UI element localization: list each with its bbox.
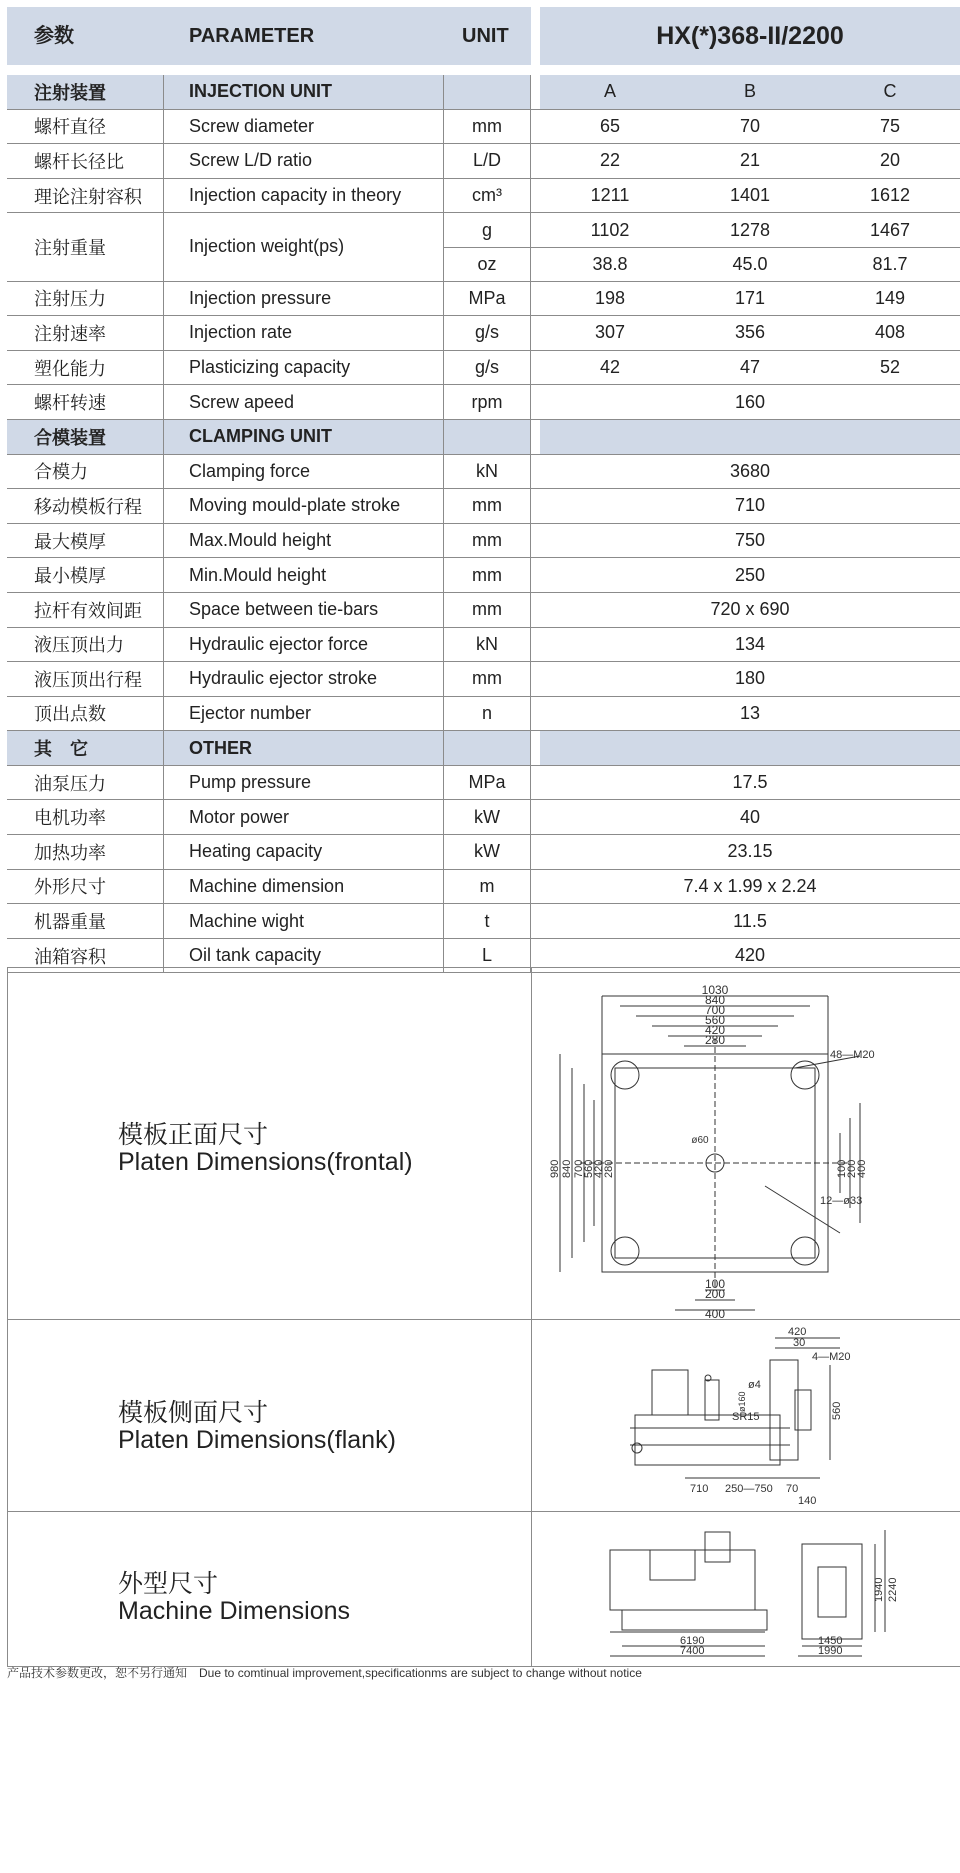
row-unit: rpm [444,385,531,419]
table-row [7,800,960,835]
value-a: 65 [599,115,621,136]
dim-label: 250—750 [725,1483,773,1495]
dim-label: 4—M20 [812,1351,851,1363]
row-en: Motor power [164,800,444,834]
row-unit: kW [444,800,531,834]
dim-label: 280 [704,1033,726,1047]
value-c: 1612 [869,185,911,206]
section-zh: 注射装置 [7,75,164,109]
section-injection [7,75,960,110]
row-unit: mm [444,662,531,696]
panel-machine [7,1512,960,1667]
spec-sheet [7,7,960,973]
value-c: 75 [879,115,901,136]
platen-frontal-drawing [540,968,960,1319]
value-c: 81.7 [872,253,908,274]
dim-label: 700 [573,1159,585,1178]
dim-label: SR15 [732,1411,760,1423]
row-unit: t [444,904,531,938]
dim-label: 2240 [887,1577,899,1602]
row-unit: m [444,870,531,904]
dim-label: 840 [561,1159,573,1178]
value-b: 21 [739,150,761,171]
table-row [7,835,960,870]
dim-label: ø60 [691,1135,709,1146]
value-c: 1467 [869,219,911,240]
value: 23.15 [727,841,773,862]
table-row [7,593,960,628]
table-row [7,455,960,490]
row-unit: mm [444,593,531,627]
header-param-zh: 参数 [34,25,74,47]
dim-label: 6190 [680,1635,705,1647]
row-en: Machine wight [164,904,444,938]
machine-svg [540,1512,960,1667]
col-a-label: A [603,81,616,102]
table-row [7,558,960,593]
table-row [7,628,960,663]
row-unit: kN [444,455,531,489]
row-en: Space between tie-bars [164,593,444,627]
dim-label: 200 [704,1287,726,1301]
dim-label: 30 [793,1337,806,1349]
table-row [7,662,960,697]
row-unit: mm [444,558,531,592]
row-zh: 机器重量 [7,904,164,938]
value-c: 408 [874,322,906,343]
row-en: Screw L/D ratio [164,144,444,178]
table-header [7,7,960,65]
table-row [7,870,960,905]
value: 710 [734,495,766,516]
value: 40 [739,806,761,827]
dim-label: 100 [704,1277,726,1291]
row-en: Injection weight(ps) [164,213,444,280]
value-c: 149 [874,287,906,308]
dim-label: 48—M20 [830,1049,875,1061]
panel-title-zh: 模板侧面尺寸 [118,1399,269,1427]
row-unit: g/s [444,316,531,350]
dim-label: 1030 [701,983,729,997]
panel-title-en: Platen Dimensions(frontal) [118,1148,413,1176]
section-en: OTHER [164,731,444,765]
value-a: 1211 [590,185,630,206]
dim-label: 980 [549,1159,561,1178]
dim-label: 710 [690,1483,709,1495]
table-row [7,282,960,317]
value: 160 [734,391,766,412]
row-en: Heating capacity [164,835,444,869]
panel-title-zh: 外型尺寸 [118,1570,219,1598]
row-unit: mm [444,489,531,523]
header-unit: UNIT [462,25,509,47]
panel-title-zh: 模板正面尺寸 [118,1121,269,1149]
panel-flank [7,1320,960,1512]
section-zh: 其 它 [7,731,164,765]
value-a: 38.8 [592,253,628,274]
row-zh: 合模力 [7,455,164,489]
dim-label: 420 [788,1326,807,1338]
dim-label: 100 [836,1159,848,1178]
table-row [7,904,960,939]
row-unit: kN [444,628,531,662]
row-en: Screw diameter [164,110,444,144]
dim-label: ø160 [737,1391,747,1412]
dim-label: 700 [704,1003,726,1017]
row-en: Screw apeed [164,385,444,419]
section-zh: 合模装置 [7,420,164,454]
row-unit: mm [444,110,531,144]
value-c: 52 [879,357,901,378]
value-a: 198 [594,287,626,308]
row-en: Min.Mould height [164,558,444,592]
row-zh: 最大模厚 [7,524,164,558]
dim-label: 420 [704,1023,726,1037]
row-zh: 油泵压力 [7,766,164,800]
value-b: 47 [739,357,761,378]
row-en: Machine dimension [164,870,444,904]
row-en: Ejector number [164,697,444,731]
row-unit: cm³ [444,179,531,213]
value: 17.5 [732,772,768,793]
value-a: 22 [599,150,621,171]
weight-oz-row [444,247,960,281]
value-b: 70 [739,115,761,136]
row-unit: mm [444,524,531,558]
value-b: 171 [734,287,766,308]
row-zh: 液压顶出力 [7,628,164,662]
value: 7.4 x 1.99 x 2.24 [683,875,817,896]
col-c-label: C [883,81,897,102]
row-zh: 最小模厚 [7,558,164,592]
row-en: Hydraulic ejector force [164,628,444,662]
row-zh: 油箱容积 [7,939,164,973]
row-unit: n [444,697,531,731]
row-unit: g/s [444,351,531,385]
dim-label: 7400 [680,1645,705,1657]
dim-label: 1450 [818,1635,843,1647]
machine-drawing [540,1512,960,1666]
row-en: Injection capacity in theory [164,179,444,213]
footer-note: 产品技术参数更改，恕不另行通知 Due to comtinual improvement,specificationms are subject to change without notice [7,1666,642,1680]
value: 720 x 690 [710,599,790,620]
row-en: Injection rate [164,316,444,350]
value: 134 [734,633,766,654]
dim-label: 560 [831,1401,843,1420]
row-unit: MPa [444,282,531,316]
panel-title-en: Platen Dimensions(flank) [118,1426,396,1454]
value-b: 1401 [729,185,771,206]
value-a: 42 [599,357,621,378]
value-b: 356 [734,322,766,343]
model-name: HX(*)368-II/2200 [656,22,844,50]
dim-label: 140 [798,1495,817,1507]
row-zh: 螺杆转速 [7,385,164,419]
table-row [7,524,960,559]
table-row [7,697,960,732]
row-en: Hydraulic ejector stroke [164,662,444,696]
section-en: INJECTION UNIT [164,75,444,109]
dim-label: 70 [786,1483,799,1495]
dim-label: 200 [846,1159,858,1178]
table-row [7,489,960,524]
value-a: 1102 [590,219,630,240]
weight-g-row [444,213,960,248]
value-b: 1278 [729,219,771,240]
table-row [7,144,960,179]
dim-label: 560 [583,1159,595,1178]
platen-flank-drawing [540,1320,960,1511]
platen-flank-svg [540,1320,960,1512]
row-unit: MPa [444,766,531,800]
value: 3680 [729,460,771,481]
col-b-label: B [743,81,756,102]
row-zh: 液压顶出行程 [7,662,164,696]
table-row [7,316,960,351]
row-en: Moving mould-plate stroke [164,489,444,523]
value-a: 307 [594,322,626,343]
row-unit: L/D [444,144,531,178]
row-en: Plasticizing capacity [164,351,444,385]
row-zh: 注射压力 [7,282,164,316]
row-zh: 顶出点数 [7,697,164,731]
row-en: Pump pressure [164,766,444,800]
panel-title-en: Machine Dimensions [118,1597,351,1625]
dim-label: 12—ø33 [820,1195,863,1207]
dim-label: 840 [704,993,726,1007]
row-zh: 电机功率 [7,800,164,834]
value: 250 [734,564,766,585]
row-zh: 塑化能力 [7,351,164,385]
row-zh: 外形尺寸 [7,870,164,904]
table-row [7,351,960,386]
dim-label: 1990 [818,1645,843,1657]
dim-label: 560 [704,1013,726,1027]
value: 420 [734,945,766,966]
table-row [7,385,960,420]
row-zh: 移动模板行程 [7,489,164,523]
dim-label: 280 [603,1159,615,1178]
row-zh: 注射速率 [7,316,164,350]
table-row-weight [7,213,960,281]
row-en: Clamping force [164,455,444,489]
dim-label: ø4 [748,1379,761,1391]
section-en: CLAMPING UNIT [164,420,444,454]
table-row [7,110,960,145]
row-en: Injection pressure [164,282,444,316]
table-row [7,179,960,214]
row-en: Max.Mould height [164,524,444,558]
row-zh: 拉杆有效间距 [7,593,164,627]
section-clamping [7,420,960,455]
value: 11.5 [733,910,767,931]
table-row [7,766,960,801]
row-zh: 理论注射容积 [7,179,164,213]
dim-label: 420 [593,1159,605,1178]
row-unit: L [444,939,531,973]
platen-frontal-svg [540,968,960,1320]
value: 13 [739,702,761,723]
panel-frontal [7,968,960,1320]
header-param-en: PARAMETER [189,25,315,47]
value: 180 [734,668,766,689]
dim-label: 1940 [873,1577,885,1602]
value-c: 20 [879,150,901,171]
row-zh: 螺杆直径 [7,110,164,144]
row-zh: 加热功率 [7,835,164,869]
dim-label: 400 [704,1307,726,1321]
row-zh: 注射重量 [7,213,164,280]
row-unit: oz [444,247,531,281]
row-zh: 螺杆长径比 [7,144,164,178]
row-unit: kW [444,835,531,869]
row-en: Oil tank capacity [164,939,444,973]
dim-label: 400 [856,1159,868,1178]
row-unit: g [444,213,531,247]
drawing-panels [7,967,960,1667]
value-b: 45.0 [732,253,768,274]
section-other [7,731,960,766]
value: 750 [734,530,766,551]
